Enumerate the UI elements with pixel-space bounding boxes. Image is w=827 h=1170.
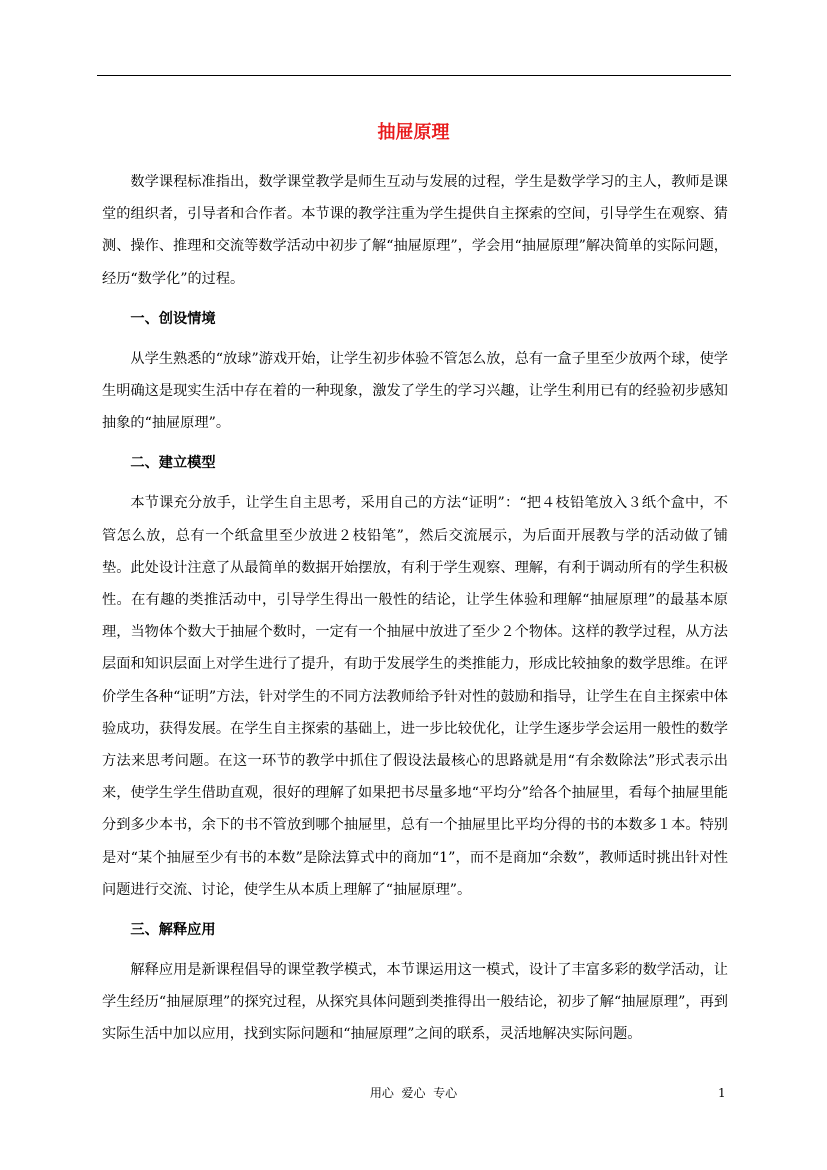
section-paragraph-1: 从学生熟悉的“放球”游戏开始，让学生初步体验不管怎么放，总有一盒子里至少放两个球，使学生明确这是现实生活中存在着的一种现象，激发了学生的学习兴趣，让学生利用已有的经验初步感知抽象的“抽屉原理”。 <box>102 350 728 432</box>
section-heading-2: 二、建立模型 <box>130 455 216 472</box>
header-rule <box>97 75 731 76</box>
section-paragraph-3: 解释应用是新课程倡导的课堂教学模式，本节课运用这一模式，设计了丰富多彩的数学活动，让学生经历“抽屉原理”的探究过程，从探究具体问题到类推得出一般结论，初步了解“抽屉原理”，再到实际生活中加以应用，找到实际问题和“抽屉原理”之间的联系，灵活地解决实际问题。 <box>102 962 728 1043</box>
page-number: 1 <box>718 1086 726 1100</box>
intro-paragraph: 数学课程标准指出，数学课堂教学是师生互动与发展的过程，学生是数学学习的主人，教师是课堂的组织者，引导者和合作者。本节课的教学注重为学生提供自主探索的空间，引导学生在观察、猜测、操作、推理和交流等数学活动中初步了解“抽屉原理”，学会用“抽屉原理”解决简单的实际问题，经历“数学化”的过程。 <box>102 174 728 287</box>
document-body <box>102 166 728 1051</box>
document-title: 抽屉原理 <box>377 122 450 143</box>
footer-motto: 用心 爱心 专心 <box>369 1086 458 1100</box>
section-heading-1: 一、创设情境 <box>130 310 216 327</box>
section-heading-3: 三、解释应用 <box>130 922 216 939</box>
section-paragraph-2: 本节课充分放手，让学生自主思考，采用自己的方法“证明”：“把４枝铅笔放入３纸个盒中，不管怎么放，总有一个纸盒里至少放进２枝铅笔”，然后交流展示，为后面开展教与学的活动做了铺垫。此处设计注意了从最简单的数据开始摆放，有利于学生观察、理解，有利于调动所有的学生积极性。在有趣的类推活动中，引导学生得出一般性的结论，让学生体验和理解“抽屉原理”的最基本原理，当物体个数大于抽屉个数时，一定有一个抽屉中放进了至少２个物体。这样的教学过程，从方法层面和知识层面上对学生进行了提升，有助于发展学生的类推能力，形成比较抽象的数学思维。在评价学生各种“证明”方法，针对学生的不同方法教师给予针对性的鼓励和指导，让学生在自主探索中体验成功，获得发展。在学生自主探索的基础上，进一步比较优化，让学生逐步学会运用一般性的数学方法来思考问题。在这一环节的教学中抓住了假设法最核心的思路就是用“有余数除法”形式表示出来，使学生学生借助直观，很好的理解了如果把书尽量多地“平均分”给各个抽屉里，看每个抽屉里能分到多少本书，余下的书不管放到哪个抽屉里，总有一个抽屉里比平均分得的书的本数多１本。特别是对“某个抽屉至少有书的本数”是除法算式中的商加“1”，而不是商加“余数”，教师适时挑出针对性问题进行交流、讨论，使学生从本质上理解了“抽屉原理”。 <box>102 495 728 898</box>
